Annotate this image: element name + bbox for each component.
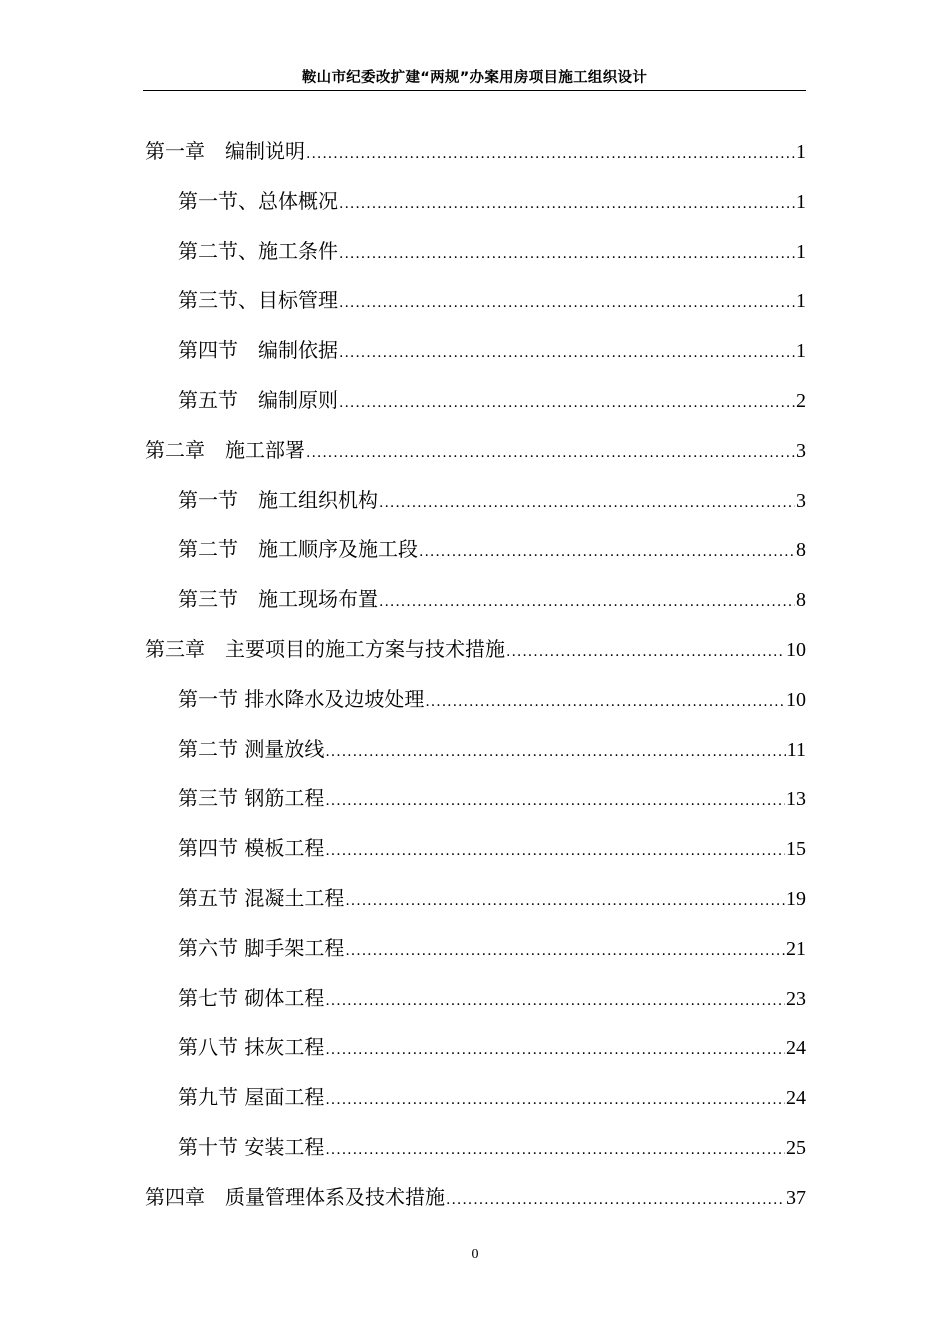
toc-dot-leader bbox=[425, 678, 785, 728]
toc-entry-page: 13 bbox=[786, 788, 806, 811]
toc-entry-label: 第五节 混凝土工程 bbox=[178, 885, 345, 910]
toc-entry-section[interactable] bbox=[143, 1023, 806, 1073]
toc-dot-leader bbox=[339, 180, 795, 230]
toc-dot-leader bbox=[446, 1176, 785, 1226]
toc-entry-label: 第二节 施工顺序及施工段 bbox=[178, 537, 418, 562]
toc-entry-chapter-4[interactable] bbox=[143, 1173, 806, 1223]
table-of-contents bbox=[143, 127, 806, 1223]
toc-dot-leader bbox=[339, 279, 795, 329]
toc-entry-section[interactable] bbox=[143, 476, 806, 526]
toc-entry-page: 10 bbox=[786, 688, 806, 711]
toc-entry-section[interactable] bbox=[143, 924, 806, 974]
toc-dot-leader bbox=[506, 628, 785, 678]
toc-dot-leader bbox=[306, 429, 795, 479]
toc-entry-label: 第三节 钢筋工程 bbox=[178, 786, 325, 811]
toc-dot-leader bbox=[419, 528, 795, 578]
toc-entry-page: 1 bbox=[796, 290, 806, 313]
toc-entry-page: 3 bbox=[796, 439, 806, 462]
toc-entry-section[interactable] bbox=[143, 1123, 806, 1173]
toc-dot-leader bbox=[325, 728, 785, 778]
toc-entry-section[interactable] bbox=[143, 675, 806, 725]
toc-entry-section[interactable] bbox=[143, 326, 806, 376]
toc-entry-section[interactable] bbox=[143, 874, 806, 924]
toc-dot-leader bbox=[339, 329, 795, 379]
toc-entry-section[interactable] bbox=[143, 774, 806, 824]
toc-entry-page: 1 bbox=[796, 340, 806, 363]
toc-dot-leader bbox=[379, 578, 795, 628]
toc-dot-leader bbox=[339, 379, 795, 429]
toc-entry-label: 第二章 施工部署 bbox=[145, 437, 305, 462]
toc-entry-label: 第七节 砌体工程 bbox=[178, 985, 325, 1010]
toc-entry-label: 第一节、总体概况 bbox=[178, 188, 338, 213]
toc-entry-label: 第三节、目标管理 bbox=[178, 288, 338, 313]
toc-entry-label: 第四章 质量管理体系及技术措施 bbox=[145, 1184, 445, 1209]
page-number: 0 bbox=[471, 1247, 479, 1262]
toc-entry-label: 第三章 主要项目的施工方案与技术措施 bbox=[145, 636, 505, 661]
toc-entry-page: 1 bbox=[796, 190, 806, 213]
toc-entry-label: 第六节 脚手架工程 bbox=[178, 935, 345, 960]
toc-entry-section[interactable] bbox=[143, 525, 806, 575]
toc-entry-chapter-1[interactable] bbox=[143, 127, 806, 177]
toc-entry-page: 2 bbox=[796, 389, 806, 412]
toc-entry-section[interactable] bbox=[143, 227, 806, 277]
toc-entry-page: 25 bbox=[786, 1136, 806, 1159]
toc-dot-leader bbox=[306, 130, 795, 180]
toc-entry-label: 第十节 安装工程 bbox=[178, 1134, 325, 1159]
toc-dot-leader bbox=[345, 927, 785, 977]
toc-dot-leader bbox=[339, 230, 795, 280]
toc-entry-label: 第八节 抹灰工程 bbox=[178, 1035, 325, 1060]
toc-entry-page: 8 bbox=[796, 539, 806, 562]
toc-entry-label: 第二节 测量放线 bbox=[178, 736, 325, 761]
toc-entry-page: 24 bbox=[786, 1087, 806, 1110]
toc-entry-page: 21 bbox=[786, 937, 806, 960]
toc-entry-label: 第五节 编制原则 bbox=[178, 387, 338, 412]
toc-dot-leader bbox=[325, 977, 785, 1027]
toc-entry-label: 第一节 施工组织机构 bbox=[178, 487, 378, 512]
toc-entry-section[interactable] bbox=[143, 376, 806, 426]
toc-entry-page: 19 bbox=[786, 887, 806, 910]
toc-entry-page: 1 bbox=[796, 141, 806, 163]
toc-entry-label: 第一节 排水降水及边坡处理 bbox=[178, 686, 425, 711]
toc-entry-page: 24 bbox=[786, 1037, 806, 1060]
toc-entry-label: 第九节 屋面工程 bbox=[178, 1085, 325, 1110]
toc-entry-section[interactable] bbox=[143, 575, 806, 625]
page-header: 鞍山市纪委改扩建“两规”办案用房项目施工组织设计 bbox=[143, 66, 806, 91]
toc-entry-section[interactable] bbox=[143, 725, 806, 775]
toc-dot-leader bbox=[325, 1026, 785, 1076]
toc-dot-leader bbox=[345, 877, 785, 927]
toc-entry-page: 23 bbox=[786, 987, 806, 1010]
toc-dot-leader bbox=[325, 827, 785, 877]
toc-entry-label: 第四节 编制依据 bbox=[178, 338, 338, 363]
toc-dot-leader bbox=[325, 1126, 785, 1176]
toc-dot-leader bbox=[325, 777, 785, 827]
toc-dot-leader bbox=[379, 479, 795, 529]
toc-entry-page: 1 bbox=[796, 240, 806, 263]
toc-entry-page: 10 bbox=[786, 638, 806, 661]
toc-entry-label: 第一章 编制说明 bbox=[145, 139, 305, 163]
toc-entry-page: 8 bbox=[796, 589, 806, 612]
toc-entry-section[interactable] bbox=[143, 974, 806, 1024]
toc-entry-chapter-3[interactable] bbox=[143, 625, 806, 675]
toc-entry-label: 第二节、施工条件 bbox=[178, 238, 338, 263]
toc-entry-section[interactable] bbox=[143, 824, 806, 874]
toc-dot-leader bbox=[325, 1076, 785, 1126]
toc-entry-section[interactable] bbox=[143, 276, 806, 326]
toc-entry-page: 15 bbox=[786, 838, 806, 861]
toc-entry-section[interactable] bbox=[143, 1073, 806, 1123]
toc-entry-page: 37 bbox=[786, 1186, 806, 1209]
toc-entry-page: 11 bbox=[786, 738, 806, 761]
toc-entry-label: 第四节 模板工程 bbox=[178, 836, 325, 861]
toc-entry-page: 3 bbox=[796, 489, 806, 512]
toc-entry-section[interactable] bbox=[143, 177, 806, 227]
toc-entry-chapter-2[interactable] bbox=[143, 426, 806, 476]
toc-entry-label: 第三节 施工现场布置 bbox=[178, 587, 378, 612]
